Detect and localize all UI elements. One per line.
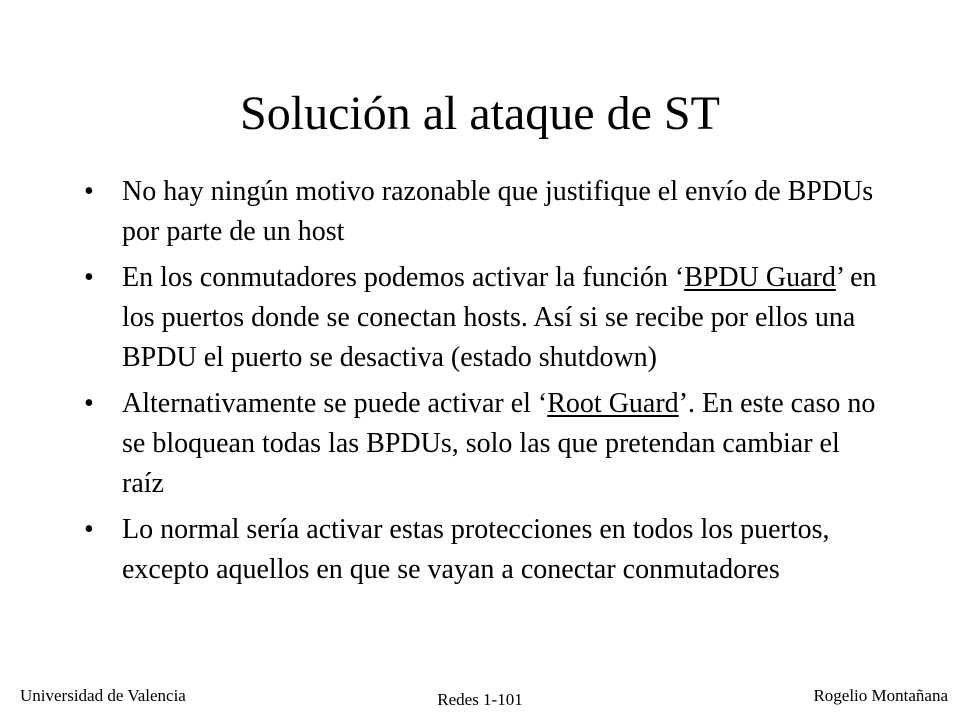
bullet-item: [82, 172, 882, 252]
bullet-icon: •: [84, 514, 94, 545]
bullet-item: [82, 510, 882, 590]
bullet-item: [82, 384, 882, 504]
slide-title: Solución al ataque de ST: [240, 87, 720, 140]
bpdu-guard-term: BPDU Guard: [684, 262, 836, 293]
bullet-text: [122, 176, 873, 247]
bullet-text-segment: Alternativamente se puede activar el ‘: [122, 388, 548, 419]
bullet-icon: •: [84, 262, 94, 293]
root-guard-term: Root Guard: [547, 388, 679, 419]
footer-institution: Universidad de Valencia: [20, 686, 186, 705]
bullet-text: [122, 514, 830, 585]
bullet-list: [82, 172, 882, 596]
bullet-text-segment: ’. En este caso no se bloquean todas las BPDUs, solo las que pretendan cambiar el raíz: [122, 388, 876, 499]
bullet-text-segment: ’ en los puertos donde se conectan hosts. Así si se recibe por ellos una BPDU el puerto se desactiva (estado shutdown): [122, 262, 877, 373]
bullet-text: [122, 262, 877, 373]
bullet-text-segment: No hay ningún motivo razonable que justifique el envío de BPDUs por parte de un host: [122, 176, 874, 247]
bullet-icon: •: [84, 176, 94, 207]
bullet-item: [82, 258, 882, 378]
bullet-text: [122, 388, 875, 499]
bullet-text-segment: En los conmutadores podemos activar la función ‘: [122, 262, 685, 293]
footer-slide-number: Redes 1-101: [437, 690, 523, 709]
bullet-icon: •: [84, 388, 94, 419]
footer-author: Rogelio Montañana: [813, 686, 948, 705]
bullet-text-segment: Lo normal sería activar estas protecciones en todos los puertos, excepto aquellos en que se vayan a conectar conmutadores: [122, 514, 830, 585]
